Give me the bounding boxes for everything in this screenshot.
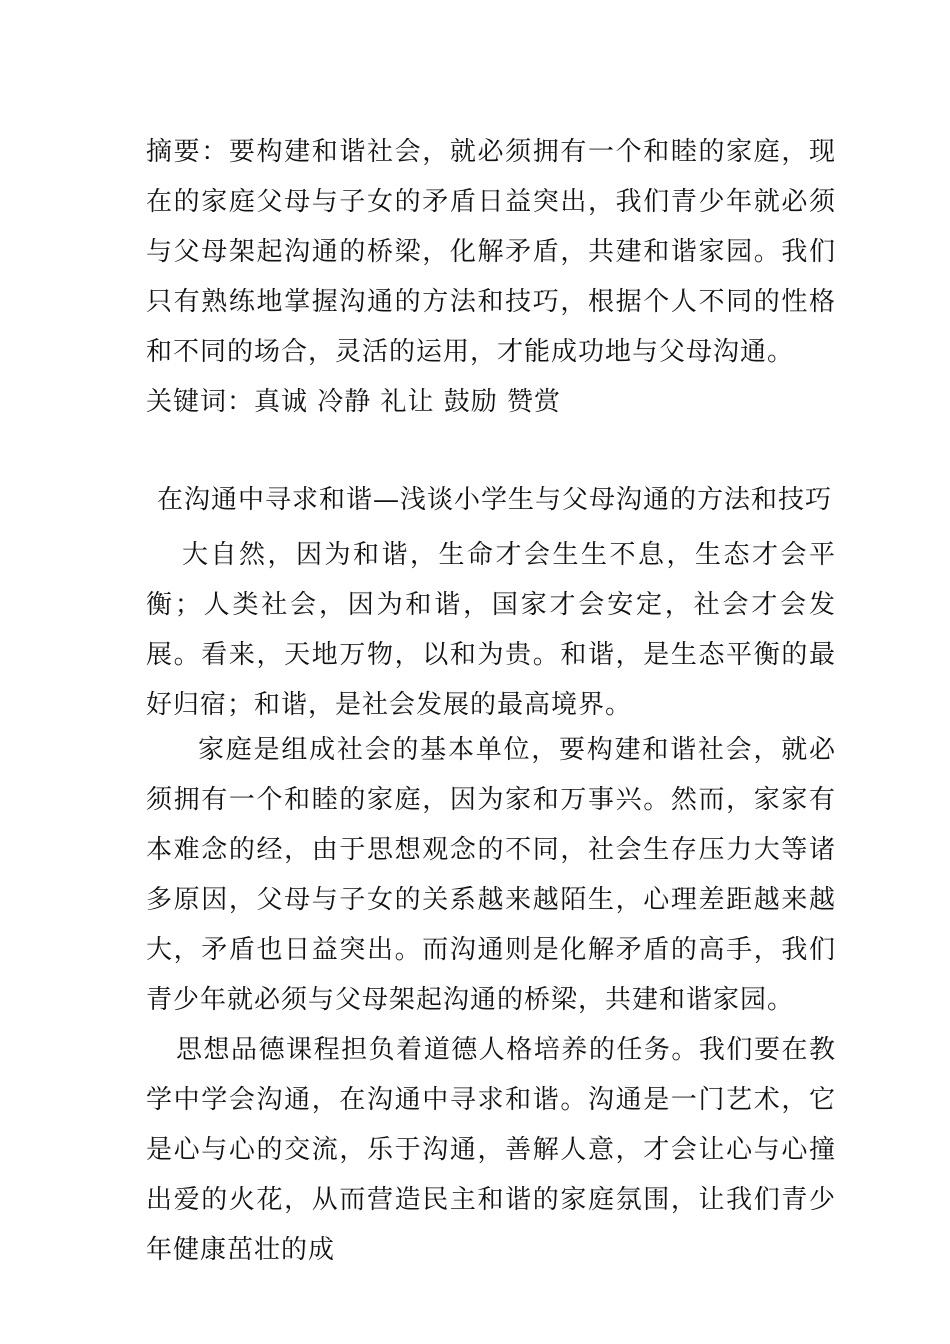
body-paragraph-3: 思想品德课程担负着道德人格培养的任务。我们要在教学中学会沟通，在沟通中寻求和谐。沟通是一门艺术，它是心与心的交流，乐于沟通，善解人意，才会让心与心撞出爱的火花，从而营造民主和谐的家庭氛围，让我们青少年健康茁壮的成 [146,1035,836,1265]
abstract-paragraph: 摘要：要构建和谐社会，就必须拥有一个和睦的家庭，现在的家庭父母与子女的矛盾日益突出，我们青少年就必须与父母架起沟通的桥梁，化解矛盾，共建和谐家园。我们只有熟练地掌握沟通的方法和技巧，根据个人不同的性格和不同的场合，灵活的运用，才能成功地与父母沟通。 [146,137,836,367]
body-paragraph-1: 大自然，因为和谐，生命才会生生不息，生态才会平衡；人类社会，因为和谐，国家才会安定，社会才会发展。看来，天地万物，以和为贵。和谐，是生态平衡的最好归宿；和谐，是社会发展的最高境界。 [146,540,836,720]
article-title: 在沟通中寻求和谐—浅谈小学生与父母沟通的方法和技巧 [157,485,833,515]
keywords-line: 关键词：真诚 冷静 礼让 鼓励 赞赏 [146,387,562,417]
body-paragraph-2: 家庭是组成社会的基本单位，要构建和谐社会，就必须拥有一个和睦的家庭，因为家和万事兴。然而，家家有本难念的经，由于思想观念的不同，社会生存压力大等诸多原因，父母与子女的关系越来越陌生，心理差距越来越大，矛盾也日益突出。而沟通则是化解矛盾的高手，我们青少年就必须与父母架起沟通的桥梁，共建和谐家园。 [146,735,836,1015]
